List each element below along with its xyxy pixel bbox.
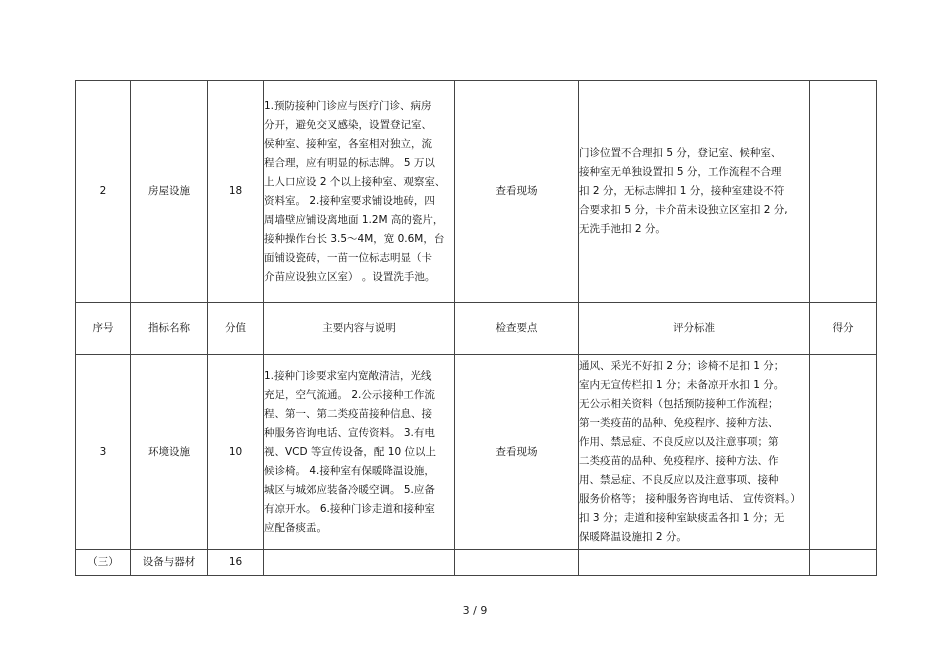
criteria-text: 门诊位置不合理扣 5 分，登记室、候种室、 接种室无单独设置扣 5 分，工作流程不合理 扣 2 分，无标志牌扣 1 分，接种室建设不符 合要求扣 5 分，卡介苗未设独立区室扣 2 分, 无洗手池扣 2 分。 — [579, 147, 788, 235]
cell-indicator-name: 房屋设施 — [131, 81, 208, 303]
header-obtained-score: 得分 — [810, 303, 877, 355]
table-header-row — [76, 303, 877, 355]
cell-score: 18 — [208, 81, 264, 303]
cell-content — [264, 355, 455, 550]
cell-content — [264, 550, 455, 576]
header-content: 主要内容与说明 — [264, 303, 455, 355]
content-text: 1.接种门诊要求室内宽敞清洁，光线 充足，空气流通。 2.公示接种工作流 程、第一、第二类疫苗接种信息、接 种服务咨询电话、宣传资料。 3.有电 视、VCD 等宣传设备，配 10 位以上 候诊椅。 4.接种室有保暖降温设施， 城区与城郊应装备冷暖空调。 5.应备 有凉开水。 6.接种门诊走道和接种室 应配备痰盂。 — [264, 369, 436, 534]
cell-check-point: 查看现场 — [455, 355, 579, 550]
cell-seq: 3 — [76, 355, 131, 550]
cell-obtained-score — [810, 81, 877, 303]
cell-score: 16 — [208, 550, 264, 576]
cell-score: 10 — [208, 355, 264, 550]
evaluation-table — [75, 80, 877, 576]
cell-criteria — [579, 355, 810, 550]
header-indicator-name: 指标名称 — [131, 303, 208, 355]
header-criteria: 评分标准 — [579, 303, 810, 355]
cell-seq: 2 — [76, 81, 131, 303]
cell-obtained-score — [810, 550, 877, 576]
cell-obtained-score — [810, 355, 877, 550]
content-text: 1.预防接种门诊应与医疗门诊、病房 分开，避免交叉感染，设置登记室、 侯种室、接种室，各室相对独立，流 程合理，应有明显的标志牌。 5 万以 上人口应设 2 个以上接种室、观察室、 资料室。 2.接种室要求铺设地砖，四 周墙壁应铺设离地面 1.2M 高的瓷片， 接种操作台长 3.5～4M，宽 0.6M，台 面铺设瓷砖，一苗一位标志明显（卡 介苗应设独立区室） 。设置洗手池。 — [264, 99, 446, 283]
cell-check-point: 查看现场 — [455, 81, 579, 303]
table-row — [76, 81, 877, 303]
header-check-point: 检查要点 — [455, 303, 579, 355]
cell-criteria — [579, 81, 810, 303]
section-row — [76, 550, 877, 576]
criteria-text: 通风、采光不好扣 2 分；诊椅不足扣 1 分； 室内无宣传栏扣 1 分；未备凉开水扣 1 分。 无公示相关资料（包括预防接种工作流程； 第一类疫苗的品种、免疫程序、接种方法、 作用、禁忌症、不良反应以及注意事项；第 二类疫苗的品种、免疫程序、接种方法、作 用、禁忌症、不良反应以及注意事项、接种 服务价格等； 接种服务咨询电话、 宣传资料。） 扣 3 分；走道和接种室缺痰盂各扣 1 分；无 保暖降温设施扣 2 分。 — [579, 360, 801, 543]
cell-criteria — [579, 550, 810, 576]
cell-check-point — [455, 550, 579, 576]
cell-seq: （三） — [76, 550, 131, 576]
cell-indicator-name: 设备与器材 — [131, 550, 208, 576]
page-number: 3 / 9 — [462, 604, 488, 617]
header-score: 分值 — [208, 303, 264, 355]
table-row — [76, 355, 877, 550]
cell-indicator-name: 环境设施 — [131, 355, 208, 550]
header-seq: 序号 — [76, 303, 131, 355]
cell-content — [264, 81, 455, 303]
